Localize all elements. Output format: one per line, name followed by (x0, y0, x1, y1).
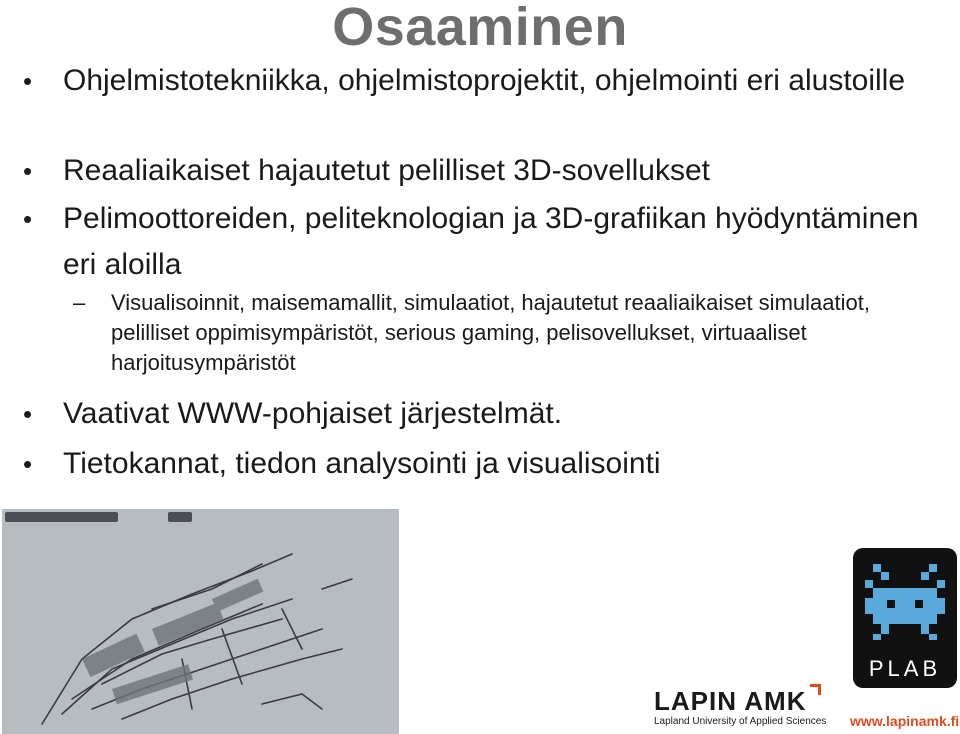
bullet-dot-icon: • (23, 156, 33, 186)
bullet-dot-icon: • (23, 399, 33, 429)
lapin-amk-logo: LAPIN AMK (654, 686, 807, 716)
dash-icon: – (73, 290, 86, 315)
plab-logo (853, 548, 957, 688)
bullet-text: Ohjelmistotekniikka, ohjelmistoprojektit, ohjelmointi eri alustoille (63, 64, 906, 97)
slide-title: Osaaminen (332, 0, 628, 57)
sub-bullet-item (73, 288, 951, 378)
plab-label: PLAB (868, 656, 942, 681)
city-model-screenshot (2, 509, 399, 734)
amk-bracket-icon (810, 684, 821, 695)
bullet-dot-icon: • (23, 204, 33, 234)
bullet-item (23, 391, 943, 437)
bullet-dot-icon: • (23, 66, 33, 96)
bullet-text: Vaativat WWW-pohjaiset järjestelmät. (63, 397, 563, 430)
plab-creature-icon (853, 554, 957, 658)
sub-bullet-text: Visualisoinnit, maisemamallit, simulaatiot, hajautetut reaaliaikaiset simulaatiot, pelilliset oppimisympäristöt, serious gaming, pelisovellukset, virtuaaliset harjoitusympäristöt (111, 290, 870, 375)
bullet-item (23, 441, 943, 487)
bullet-text: Reaaliaikaiset hajautetut pelilliset 3D-sovellukset (63, 154, 711, 187)
amk-subtitle: Lapland University of Applied Sciences (654, 716, 827, 727)
bullet-item (23, 196, 943, 288)
bullet-text: Tietokannat, tiedon analysointi ja visualisointi (63, 447, 661, 480)
bullet-dot-icon: • (23, 449, 33, 479)
bullet-item (23, 58, 943, 104)
bullet-text: Pelimoottoreiden, peliteknologian ja 3D-grafiikan hyödyntäminen eri aloilla (63, 202, 919, 281)
3d-city-model-icon (2, 509, 399, 734)
bullet-item (23, 148, 943, 194)
website-link[interactable]: www.lapinamk.fi (850, 713, 960, 729)
